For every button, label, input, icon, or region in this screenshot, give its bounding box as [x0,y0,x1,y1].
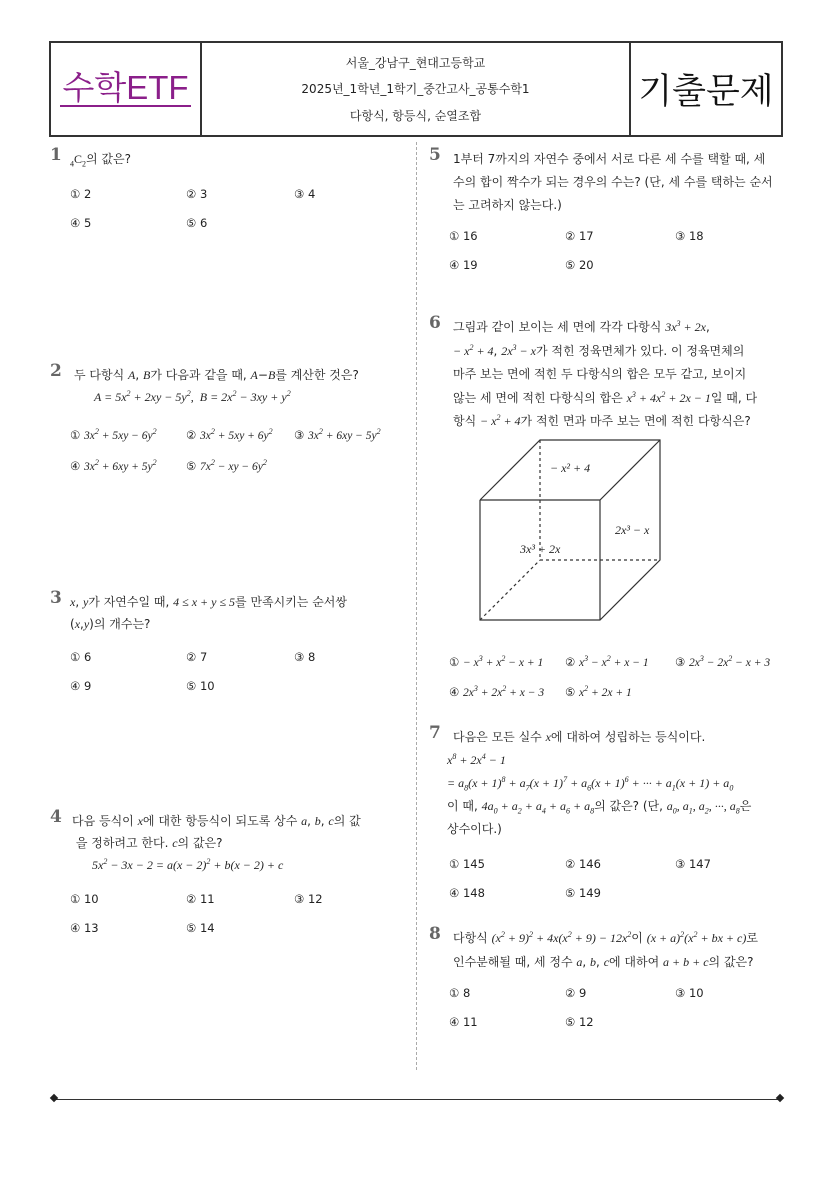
question-number: 4 [50,807,62,827]
choice-1[interactable]: ① 6 [70,650,92,664]
choice-3[interactable]: ③ 4 [294,187,316,201]
question-formula: $5x^2 - 3x - 2 = a(x - 2)^2 + b(x - 2) + c$ [92,857,284,872]
choice-1[interactable]: ① 8 [449,986,471,1000]
choice-1[interactable]: ① 145 [449,857,485,871]
diamond-icon [50,1094,58,1102]
choice-1[interactable]: ① − $x^3 + x^2 - x + 1$ [449,654,544,669]
question-number: 7 [429,723,441,743]
question-1 [50,145,400,170]
exam-topics: 다항식, 항등식, 순열조합 [349,109,482,124]
choice-4[interactable]: ④ $2x^3 + 2x^2 + x - 3$ [449,684,545,699]
question-5 [429,145,779,217]
choice-4[interactable]: ④ $3x^2 + 6xy + 5y^2$ [70,458,157,473]
choice-3[interactable]: ③ 12 [294,892,323,906]
question-number: 5 [429,145,441,165]
choice-5[interactable]: ⑤ $x^2 + 2x + 1$ [565,684,632,699]
choice-2[interactable]: ② $x^3 - x^2 + x - 1$ [565,654,649,669]
question-formula: $A = 5x^2 + 2xy - 5y^2$, $B = 2x^2 - 3xy + y^2$ [94,389,291,404]
question-stem: 두 다항식 A, B가 다음과 같을 때, A−B를 계산한 것은? [74,368,359,382]
school-name: 서울_강남구_현대고등학교 [345,55,486,70]
choice-5[interactable]: ⑤ 10 [186,679,215,693]
choice-2[interactable]: ② 9 [565,986,587,1000]
exam-info [202,43,631,135]
question-8 [429,924,784,974]
question-stem: $_4C_2$의 값은? [70,152,131,169]
choice-3[interactable]: ③ $3x^2 + 6xy - 5y^2$ [294,427,381,442]
choice-2[interactable]: ② 3 [186,187,208,201]
question-stem: x, y가 자연수일 때, 4 ≤ x + y ≤ 5를 만족시키는 순서쌍 (x,y)의 개수는? [70,595,347,631]
choice-3[interactable]: ③ $2x^3 - 2x^2 - x + 3$ [675,654,771,669]
choice-5[interactable]: ⑤ 20 [565,258,594,272]
choice-2[interactable]: ② 7 [186,650,208,664]
page-title: 기출문제 [638,72,774,112]
choice-3[interactable]: ③ 8 [294,650,316,664]
choice-3[interactable]: ③ 18 [675,229,704,243]
choice-1[interactable]: ① 2 [70,187,92,201]
choice-3[interactable]: ③ 10 [675,986,704,1000]
question-7 [429,723,784,841]
question-number: 1 [50,145,62,165]
question-4 [50,807,397,876]
choice-4[interactable]: ④ 11 [449,1015,478,1029]
choice-3[interactable]: ③ 147 [675,857,711,871]
choice-4[interactable]: ④ 13 [70,921,99,935]
question-stem: 1부터 7까지의 자연수 중에서 서로 다른 세 수를 택할 때, 세 수의 합이 짝수가 되는 경우의 수는? (단, 세 수를 택하는 순서는 고려하지 않는다.) [453,152,773,212]
choice-2[interactable]: ② 17 [565,229,594,243]
question-6 [429,313,784,434]
choice-2[interactable]: ② $3x^2 + 5xy + 6y^2$ [186,427,273,442]
choice-5[interactable]: ⑤ 12 [565,1015,594,1029]
choice-1[interactable]: ① 10 [70,892,99,906]
logo: 수학ETF [62,68,189,106]
question-number: 3 [50,588,62,608]
choice-4[interactable]: ④ 9 [70,679,92,693]
footer-divider [54,1099,780,1100]
choice-4[interactable]: ④ 19 [449,258,478,272]
exam-name: 2025년_1학년_1학기_중간고사_공통수학1 [301,82,530,97]
question-number: 6 [429,313,441,333]
question-number: 8 [429,924,441,944]
choice-5[interactable]: ⑤ $7x^2$ − xy − $6y^2$ [186,458,267,473]
question-stem: 다항식 $(x^2 + 9)^2 + 4x(x^2 + 9) - 12x^2$이 $(x + a)^2(x^2$ + bx + c)로 인수분해될 때, 세 정수 a, b, c에 대하여 a + b + c의 값은? [453,930,758,969]
cube-hidden-edge [480,560,540,620]
choice-2[interactable]: ② 11 [186,892,215,906]
choice-5[interactable]: ⑤ 149 [565,886,601,900]
top-face-label: − x² + 4 [550,461,591,475]
side-face-label: 2x³ − x [615,523,650,537]
question-3 [50,588,400,635]
question-stem: 다음 등식이 x에 대한 항등식이 되도록 상수 a, b, c의 값 을 정하려고 한다. c의 값은? [72,814,361,850]
exam-header [49,41,783,137]
column-divider [416,142,417,1070]
front-face-label: 3x³ + 2x [520,542,561,556]
choice-1[interactable]: ① $3x^2 + 5xy - 6y^2$ [70,427,157,442]
question-2 [50,361,404,408]
choice-1[interactable]: ① 16 [449,229,478,243]
question-number: 2 [50,361,62,381]
choice-5[interactable]: ⑤ 6 [186,216,208,230]
choice-4[interactable]: ④ 148 [449,886,485,900]
choice-2[interactable]: ② 146 [565,857,601,871]
question-stem: 그림과 같이 보이는 세 면에 각각 다항식 $3x^3 + 2x$, − $x^2 + 4$, $2x^3 - x$가 적힌 정육면체가 있다. 이 정육면체의 마주 보는 면에 적힌 두 다항식의 합은 모두 같고, 보이지 않는 세 면에 적힌 다항식의 합은 $x^3 + 4x^2 + 2x - 1$일 때, 다 항식 − $x^2 + 4$가 적힌 면과 마주 보는 면에 적힌 다항식은? [453,319,758,428]
cube-diagram [470,430,670,630]
choice-4[interactable]: ④ 5 [70,216,92,230]
logo-cell [51,43,202,135]
choice-5[interactable]: ⑤ 14 [186,921,215,935]
diamond-icon [776,1094,784,1102]
question-stem: 다음은 모든 실수 x에 대하여 성립하는 등식이다. $x^8 + 2x^4 - 1$ = $a_8(x + 1)^8 + a_7(x + 1)^7 + a_6(x + 1)^6$ + ··· + $a_1(x + 1) + a_0$ 이 때, $4a_0 + a_2 + a_4 + a_6 + a_8$의 값은? (단, $a_0$, $a_1$, $a_2$, ···, $a_8$은 상수이다.) [447,730,752,836]
